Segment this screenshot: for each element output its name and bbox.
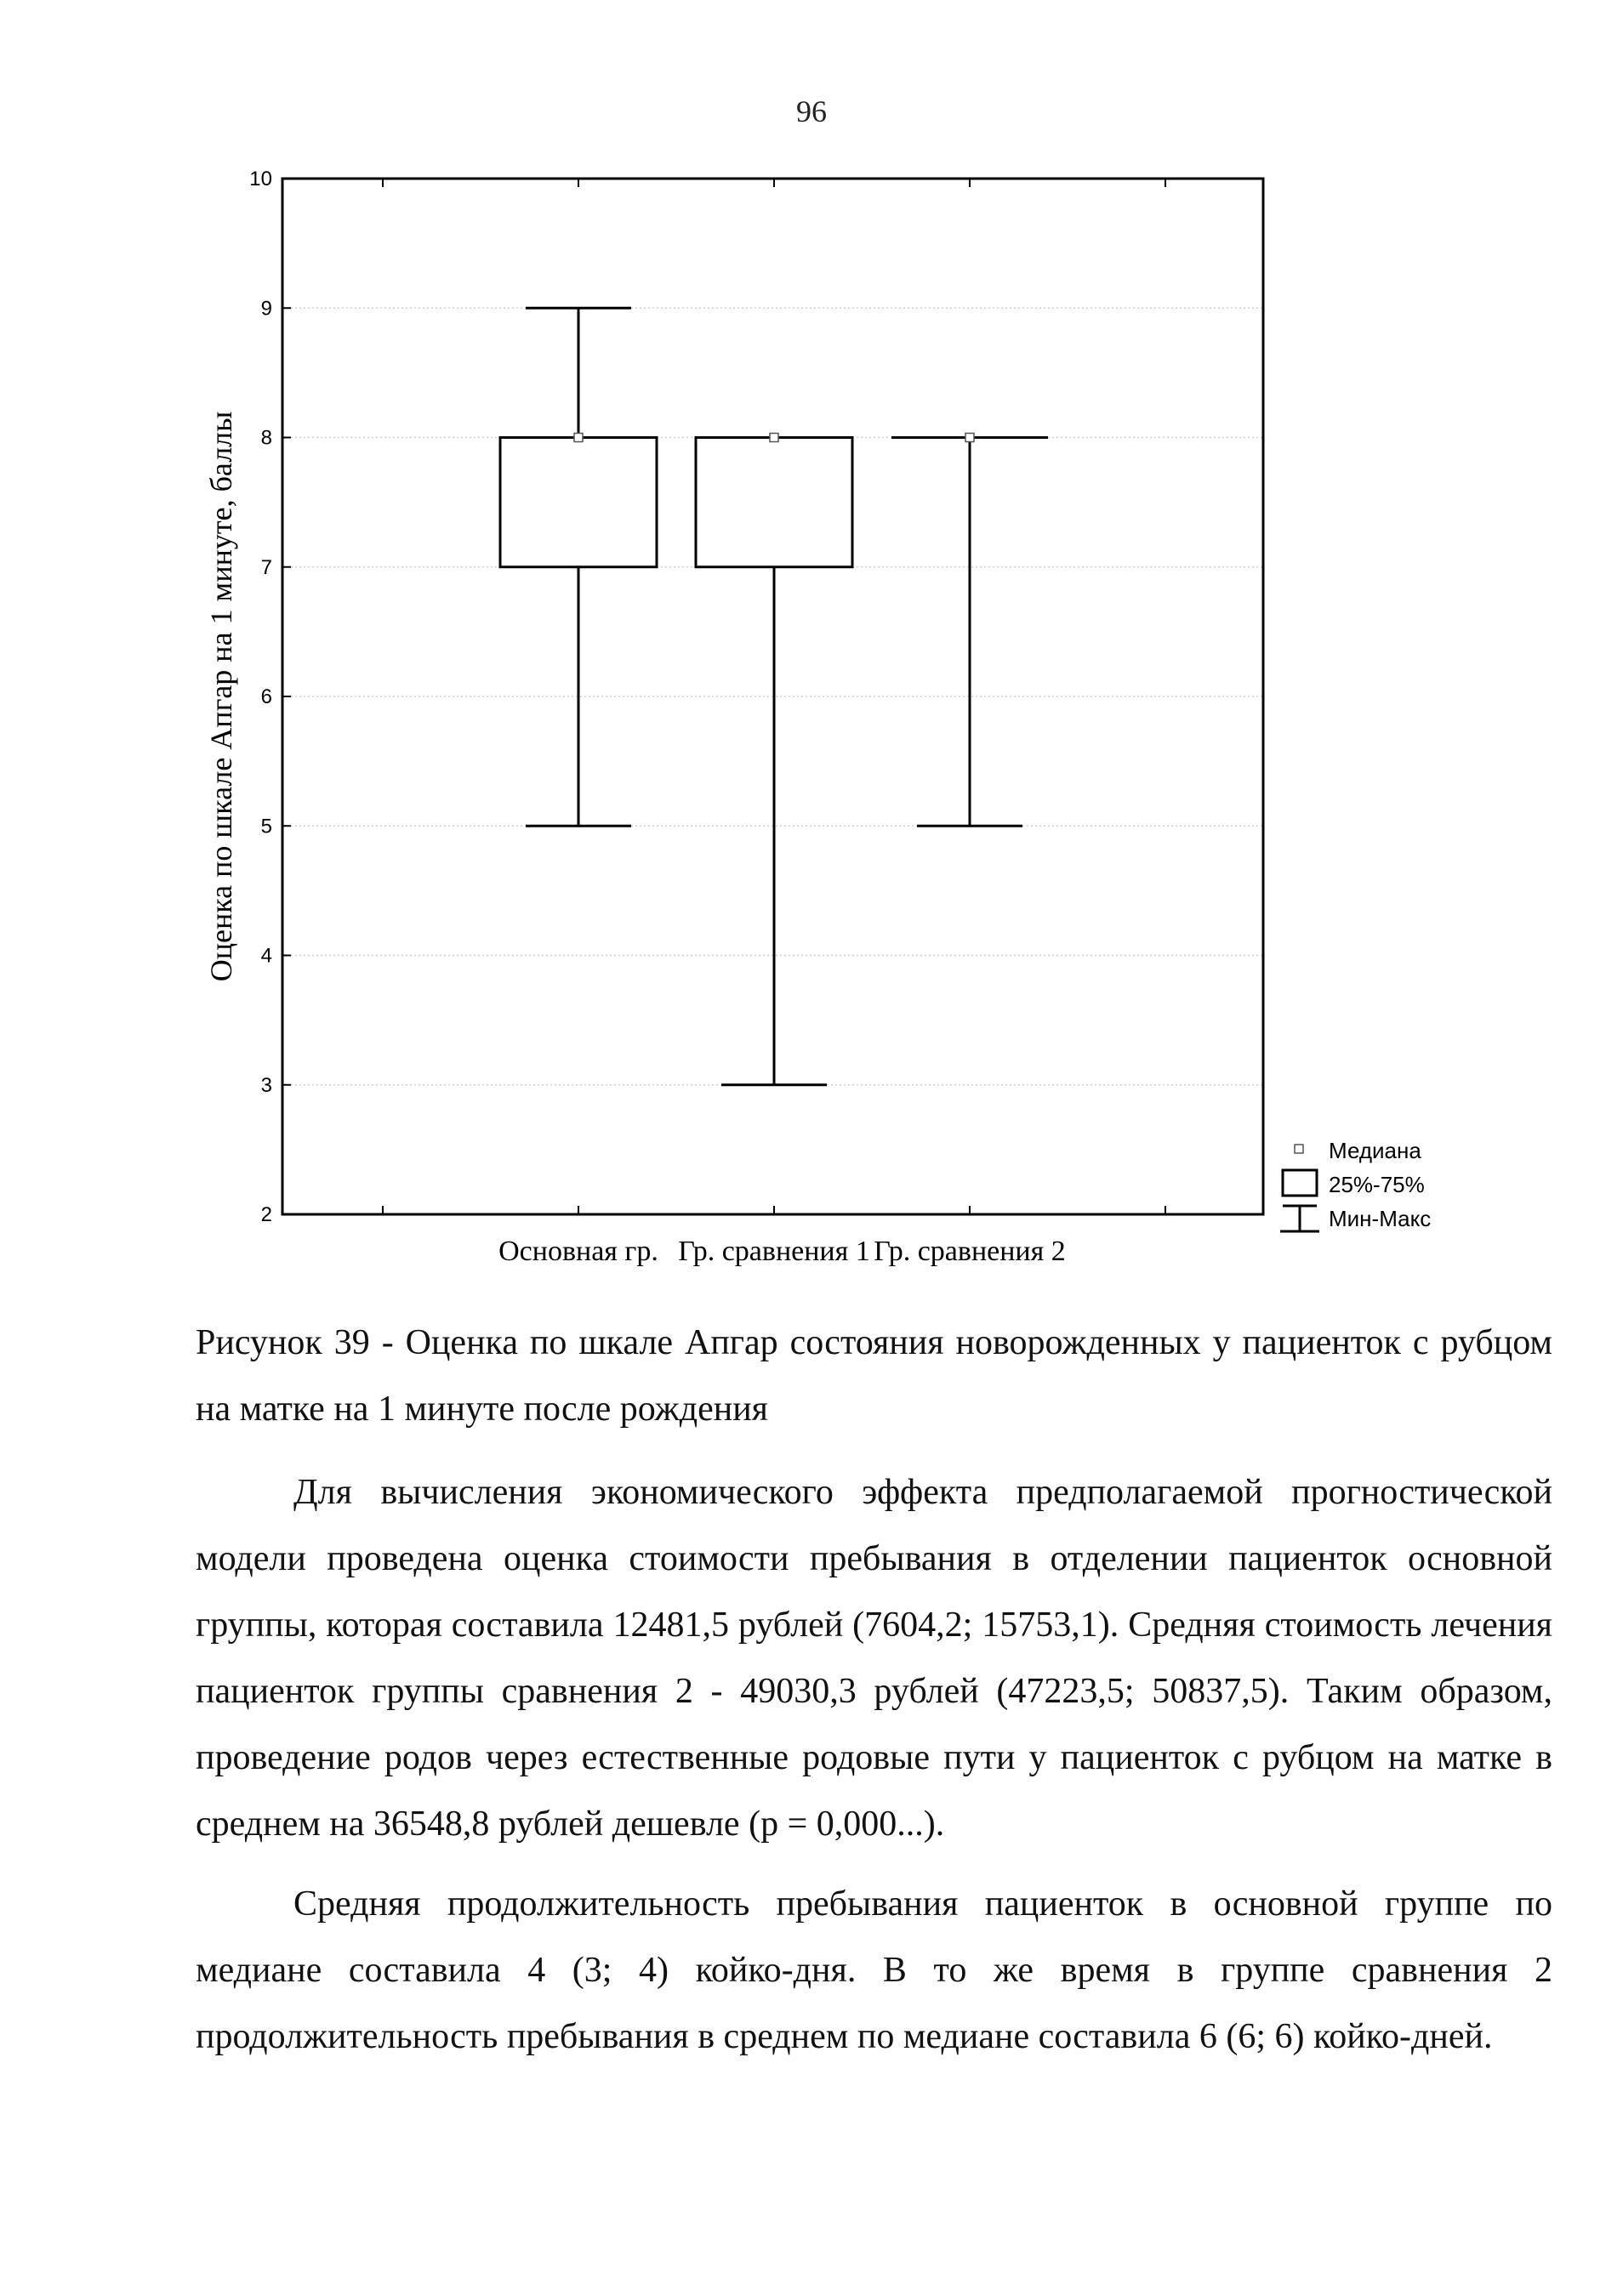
y-tick-label: 6 — [260, 685, 272, 708]
legend-median-marker — [1295, 1145, 1303, 1153]
y-tick-label: 7 — [260, 555, 272, 579]
y-tick-label: 2 — [260, 1203, 272, 1226]
y-tick-label: 10 — [249, 168, 272, 190]
figure-caption: Рисунок 39 - Оценка по шкале Апгар состояния новорожденных у пациенток с рубцом на матке на 1 минуте после рождения — [196, 1323, 1552, 1429]
x-category-label: Основная гр. — [498, 1236, 658, 1267]
y-axis-label: Оценка по шкале Апгар на 1 минуте, баллы — [204, 411, 238, 982]
paragraph-cost: Для вычисления экономического эффекта предполагаемой прогностической модели проведена оценка стоимости пребывания в отделении пациенток основной группы, которая составила 12481,5 рублей (7604,2; 15753,1). Средняя стоимость лечения пациенток группы сравнения 2 - 49030,3 рублей (47223,5; 50837,5). Таким образом, проведение родов через естественные родовые пути у пациенток с рубцом на матке в среднем на 36548,8 рублей дешевле (p = 0,000...). — [196, 1473, 1552, 1844]
y-tick-label: 9 — [260, 297, 272, 321]
median-marker — [965, 434, 974, 442]
paragraph-stay: Средняя продолжительность пребывания пациенток в основной группе по медиане составила 4 (3; 4) койко-дня. В то же время в группе сравнения 2 продолжительность пребывания в среднем по медиане составила 6 (6; 6) койко-дней. — [196, 1884, 1552, 2056]
x-category-label: Гр. сравнения 1 — [678, 1236, 870, 1267]
page-number: 96 — [796, 94, 827, 128]
legend-minmax-label: Мин-Макс — [1329, 1206, 1432, 1231]
iqr-box — [696, 438, 852, 567]
median-marker — [574, 434, 583, 442]
x-category-label: Гр. сравнения 2 — [874, 1236, 1066, 1267]
y-tick-label: 4 — [260, 944, 272, 968]
y-tick-label: 8 — [260, 426, 272, 450]
iqr-box — [500, 438, 657, 567]
legend-box-label: 25%-75% — [1329, 1172, 1425, 1197]
legend-median-label: Медиана — [1329, 1138, 1421, 1163]
y-tick-label: 5 — [260, 815, 272, 838]
y-tick-label: 3 — [260, 1073, 272, 1097]
median-marker — [770, 434, 778, 442]
legend-box-marker — [1283, 1170, 1317, 1196]
